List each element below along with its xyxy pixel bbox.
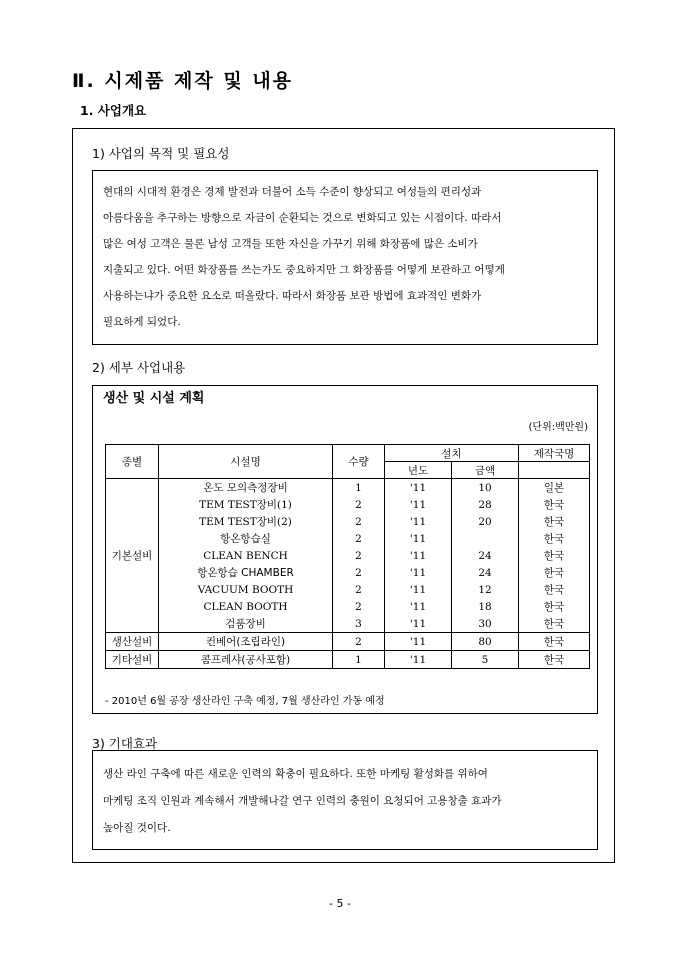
- amount-cell: 24: [452, 547, 519, 564]
- effect-box: [92, 750, 598, 850]
- effect-text: [103, 761, 591, 842]
- page-number: - 5 -: [329, 897, 351, 910]
- header-year: 년도: [385, 462, 452, 479]
- facility-table: [105, 444, 590, 669]
- year-cell: '11: [385, 479, 452, 497]
- year-cell: '11: [385, 633, 452, 651]
- amount-cell: 20: [452, 513, 519, 530]
- table-row: [106, 564, 590, 581]
- unit-label: (단위:백만원): [528, 422, 588, 433]
- facility-cell: 온도 모의측정장비: [159, 479, 333, 497]
- facility-cell: TEM TEST장비(2): [159, 513, 333, 530]
- country-cell: 한국: [519, 496, 590, 513]
- year-cell: '11: [385, 598, 452, 615]
- quantity-cell: 2: [333, 598, 385, 615]
- table-row: [106, 615, 590, 633]
- header-category: 종별: [106, 445, 159, 479]
- header-install: 설치: [385, 445, 519, 462]
- year-cell: '11: [385, 581, 452, 598]
- table-row: [106, 598, 590, 615]
- header-quantity: 수량: [333, 445, 385, 479]
- year-cell: '11: [385, 513, 452, 530]
- category-cell: 기본설비: [106, 479, 159, 633]
- year-cell: '11: [385, 615, 452, 633]
- table-row: [106, 496, 590, 513]
- plan-title: 생산 및 시설 계획: [103, 391, 205, 406]
- quantity-cell: 2: [333, 530, 385, 547]
- amount-cell: 28: [452, 496, 519, 513]
- table-row: [106, 581, 590, 598]
- quantity-cell: 1: [333, 479, 385, 497]
- header-facility: 시설명: [159, 445, 333, 479]
- country-cell: 일본: [519, 479, 590, 497]
- table-row: [106, 633, 590, 651]
- effect-line: 높아질 것이다.: [103, 822, 171, 834]
- purpose-line: 많은 여성 고객은 물론 남성 고객들 또한 자신을 가꾸기 위해 화장품에 많은 소비가: [103, 238, 478, 250]
- country-cell: 한국: [519, 633, 590, 651]
- country-cell: 한국: [519, 651, 590, 669]
- year-cell: '11: [385, 651, 452, 669]
- header-amount: 금액: [452, 462, 519, 479]
- country-cell: 한국: [519, 615, 590, 633]
- amount-cell: 24: [452, 564, 519, 581]
- purpose-line: 아름다움을 추구하는 방향으로 자금이 순환되는 것으로 변화되고 있는 시점이다. 따라서: [103, 212, 502, 224]
- effect-line: 생산 라인 구축에 따른 새로운 인력의 확충이 필요하다. 또한 마케팅 활성화를 위하여: [103, 768, 488, 780]
- category-cell: 기타설비: [106, 651, 159, 669]
- amount-cell: [452, 530, 519, 547]
- table-note: - 2010년 6월 공장 생산라인 구축 예정, 7월 생산라인 가동 예정: [105, 696, 385, 707]
- quantity-cell: 1: [333, 651, 385, 669]
- quantity-cell: 2: [333, 496, 385, 513]
- header-country-blank: [519, 462, 590, 479]
- table-row: [106, 651, 590, 669]
- detail-heading: 2) 세부 사업내용: [92, 360, 186, 375]
- quantity-cell: 2: [333, 547, 385, 564]
- quantity-cell: 2: [333, 513, 385, 530]
- country-cell: 한국: [519, 598, 590, 615]
- facility-cell: CLEAN BOOTH: [159, 598, 333, 615]
- quantity-cell: 2: [333, 633, 385, 651]
- detail-box: [92, 385, 598, 714]
- country-cell: 한국: [519, 530, 590, 547]
- facility-cell: VACUUM BOOTH: [159, 581, 333, 598]
- facility-cell: 항온항습 CHAMBER: [159, 564, 333, 581]
- chapter-title: Ⅱ. 시제품 제작 및 내용: [72, 70, 294, 92]
- facility-cell: CLEAN BENCH: [159, 547, 333, 564]
- year-cell: '11: [385, 530, 452, 547]
- amount-cell: 5: [452, 651, 519, 669]
- purpose-line: 지출되고 있다. 어떤 화장품를 쓰는가도 중요하지만 그 화장품를 어떻게 보관하고 어떻게: [103, 264, 505, 276]
- country-cell: 한국: [519, 564, 590, 581]
- amount-cell: 80: [452, 633, 519, 651]
- effect-heading: 3) 기대효과: [92, 736, 158, 751]
- effect-line: 마케팅 조직 인원과 계속해서 개발해나갈 연구 인력의 충원이 요청되어 고용창출 효과가: [103, 795, 502, 807]
- table-row: [106, 513, 590, 530]
- section-title: 1. 사업개요: [80, 103, 147, 118]
- quantity-cell: 2: [333, 564, 385, 581]
- purpose-heading: 1) 사업의 목적 및 필요성: [92, 146, 230, 161]
- category-cell: 생산설비: [106, 633, 159, 651]
- amount-cell: 30: [452, 615, 519, 633]
- purpose-line: 필요하게 되었다.: [103, 316, 181, 328]
- table-row: [106, 530, 590, 547]
- country-cell: 한국: [519, 581, 590, 598]
- year-cell: '11: [385, 547, 452, 564]
- purpose-line: 현대의 시대적 환경은 경제 발전과 더불어 소득 수준이 향상되고 여성들의 편리성과: [103, 186, 482, 198]
- facility-cell: 콤프레샤(공사포함): [159, 651, 333, 669]
- facility-cell: 검품장비: [159, 615, 333, 633]
- table-row: [106, 547, 590, 564]
- amount-cell: 10: [452, 479, 519, 497]
- table-row: [106, 479, 590, 497]
- quantity-cell: 3: [333, 615, 385, 633]
- country-cell: 한국: [519, 547, 590, 564]
- year-cell: '11: [385, 564, 452, 581]
- purpose-line: 사용하는냐가 중요한 요소로 떠올랐다. 따라서 화장품 보관 방법에 효과적인 변화가: [103, 290, 482, 302]
- header-country: 제작국명: [519, 445, 590, 462]
- facility-cell: 항온항습실: [159, 530, 333, 547]
- quantity-cell: 2: [333, 581, 385, 598]
- purpose-box: [92, 170, 598, 345]
- amount-cell: 18: [452, 598, 519, 615]
- country-cell: 한국: [519, 513, 590, 530]
- amount-cell: 12: [452, 581, 519, 598]
- purpose-text: [103, 179, 591, 335]
- year-cell: '11: [385, 496, 452, 513]
- facility-cell: 컨베어(조립라인): [159, 633, 333, 651]
- facility-cell: TEM TEST장비(1): [159, 496, 333, 513]
